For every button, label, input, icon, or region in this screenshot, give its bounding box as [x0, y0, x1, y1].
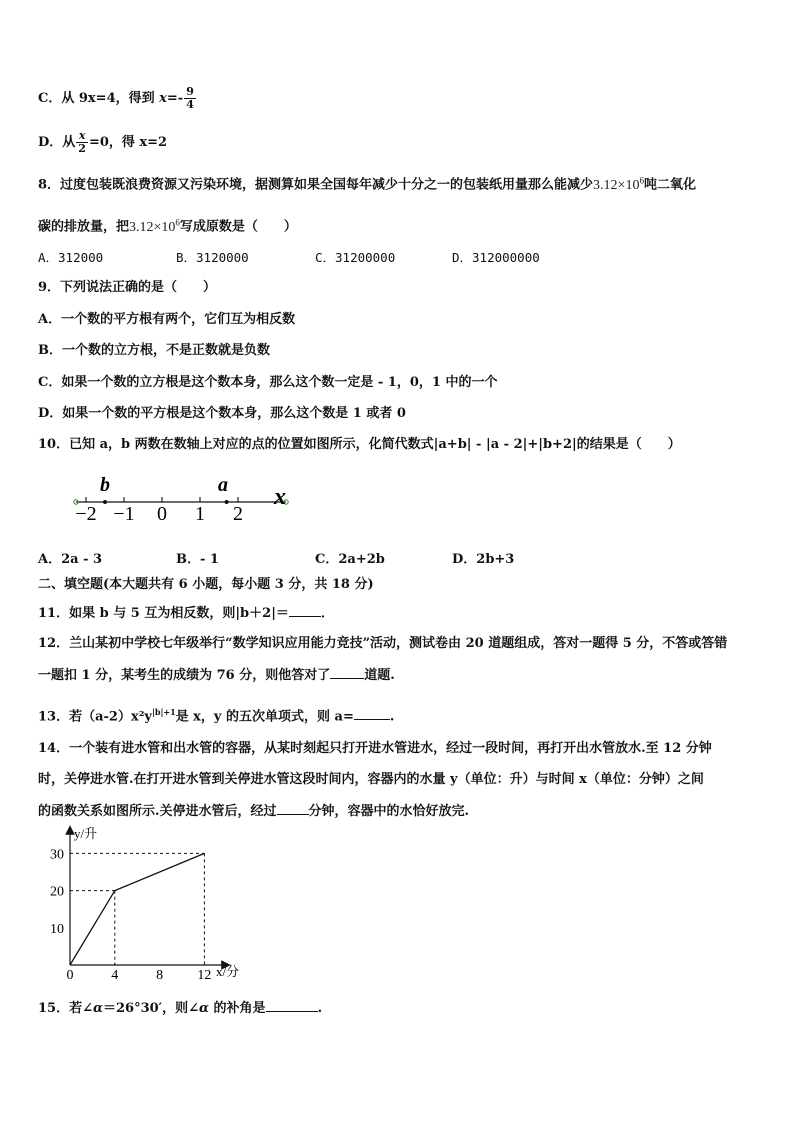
q12-line1: 12．兰山某初中学校七年级举行“数学知识应用能力竞技”活动，测试卷由 20 道题组成，答对一题得 5 分，不答或答错 — [38, 636, 728, 651]
q8-option-b: B．3120000 — [176, 250, 249, 265]
answer-blank[interactable] — [277, 803, 309, 815]
q14-line1: 14．一个装有进水管和出水管的容器，从某时刻起只打开进水管进水，经过一段时间，再打开出水管放水.至 12 分钟 — [38, 741, 712, 756]
q8-option-a: A．312000 — [38, 250, 104, 265]
q9-option-d: D．如果一个数的平方根是这个数本身，那么这个数是 1 或者 0 — [38, 406, 406, 421]
number-line-tick-label: −1 — [113, 503, 135, 525]
section-heading: 二、填空题(本大题共有 6 小题，每小题 3 分，共 18 分) — [38, 577, 374, 592]
q7-option-d: D．从 $\frac{x}{2}$ =0，得 x=2 — [38, 129, 168, 155]
q10-option-a: A．2a - 3 — [38, 552, 103, 567]
q14-line3: 的函数关系如图所示.关停进水管后，经过 分钟，容器中的水恰好放完. — [38, 804, 470, 819]
q9-option-c: C．如果一个数的立方根是这个数本身，那么这个数一定是 - 1，0，1 中的一个 — [38, 375, 498, 390]
q10-option-c: C．2a+2b — [315, 552, 385, 567]
q12-line2: 一题扣 1 分，某考生的成绩为 76 分，则他答对了 道题. — [38, 668, 395, 683]
answer-blank[interactable] — [354, 708, 390, 720]
number-line-figure — [62, 466, 302, 528]
y-tick-label: 20 — [50, 884, 64, 900]
q14-line2: 时，关停进水管.在打开进水管到关停进水管这段时间内，容器内的水量 y（单位：升）与时间 x（单位：分钟）之间 — [38, 772, 704, 787]
answer-blank[interactable] — [289, 605, 321, 617]
q15: 15．若∠α＝26°30′，则∠α 的补角是 . — [38, 1001, 323, 1016]
q11: 11．如果 b 与 5 互为相反数，则|b＋2|＝ ． — [38, 606, 334, 621]
q10-option-d: D．2b+3 — [452, 552, 515, 567]
number-line-tick-label: 0 — [157, 503, 167, 525]
x-axis-label: x/分 — [216, 964, 240, 979]
q9-option-a: A．一个数的平方根有两个，它们互为相反数 — [38, 312, 296, 327]
q8-stem-line2: 碳的排放量，把$3.12\times 10^6$写成原数是（ ） — [38, 217, 297, 235]
number-line-tick-label: −2 — [75, 503, 97, 525]
fraction-x-over-2: $\frac{x}{2}$ — [78, 129, 86, 155]
q9-option-b: B．一个数的立方根，不是正数就是负数 — [38, 343, 270, 358]
y-tick-label: 10 — [50, 921, 64, 937]
q13: 13．若$(a-2)x^2y^{|b|+1}$是 x，y 的五次单项式，则 a= . — [38, 707, 395, 725]
x-tick-label: 12 — [197, 968, 212, 983]
axis-label-x: x — [274, 484, 286, 510]
x-tick-label: 0 — [66, 968, 74, 983]
point-label-a: a — [218, 474, 228, 496]
answer-blank[interactable] — [266, 1000, 318, 1012]
x-tick-label: 8 — [156, 968, 164, 983]
point-b — [103, 500, 107, 504]
x-tick-label: 4 — [111, 968, 119, 983]
y-axis-label: y/升 — [74, 826, 98, 841]
volume-line — [70, 853, 204, 965]
fraction-9-over-4: $\frac{9}{4}$ — [186, 85, 194, 111]
number-line-tick-label: 1 — [195, 503, 205, 525]
function-graph — [40, 822, 260, 984]
answer-blank[interactable] — [330, 667, 364, 679]
q10-stem: 10．已知 a，b 两数在数轴上对应的点的位置如图所示，化简代数式|a+b| - |a - 2|+|b+2|的结果是（ ） — [38, 437, 681, 452]
q8-option-c: C．31200000 — [315, 250, 396, 265]
q9-stem: 9．下列说法正确的是（ ） — [38, 280, 217, 295]
q7-option-c: C．从 9x=4，得到 x=- $\frac{9}{4}$ — [38, 85, 194, 111]
q8-option-d: D．312000000 — [452, 250, 540, 265]
point-a — [225, 500, 229, 504]
y-tick-label: 30 — [50, 847, 64, 863]
q10-option-b: B．- 1 — [176, 552, 219, 567]
q8-stem-line1: 8．过度包装既浪费资源又污染环境，据测算如果全国每年减少十分之一的包装纸用量那么能减少$3.12\times 10^6$吨二氧化 — [38, 175, 696, 193]
number-line-tick-label: 2 — [233, 503, 243, 525]
point-label-b: b — [100, 474, 110, 496]
